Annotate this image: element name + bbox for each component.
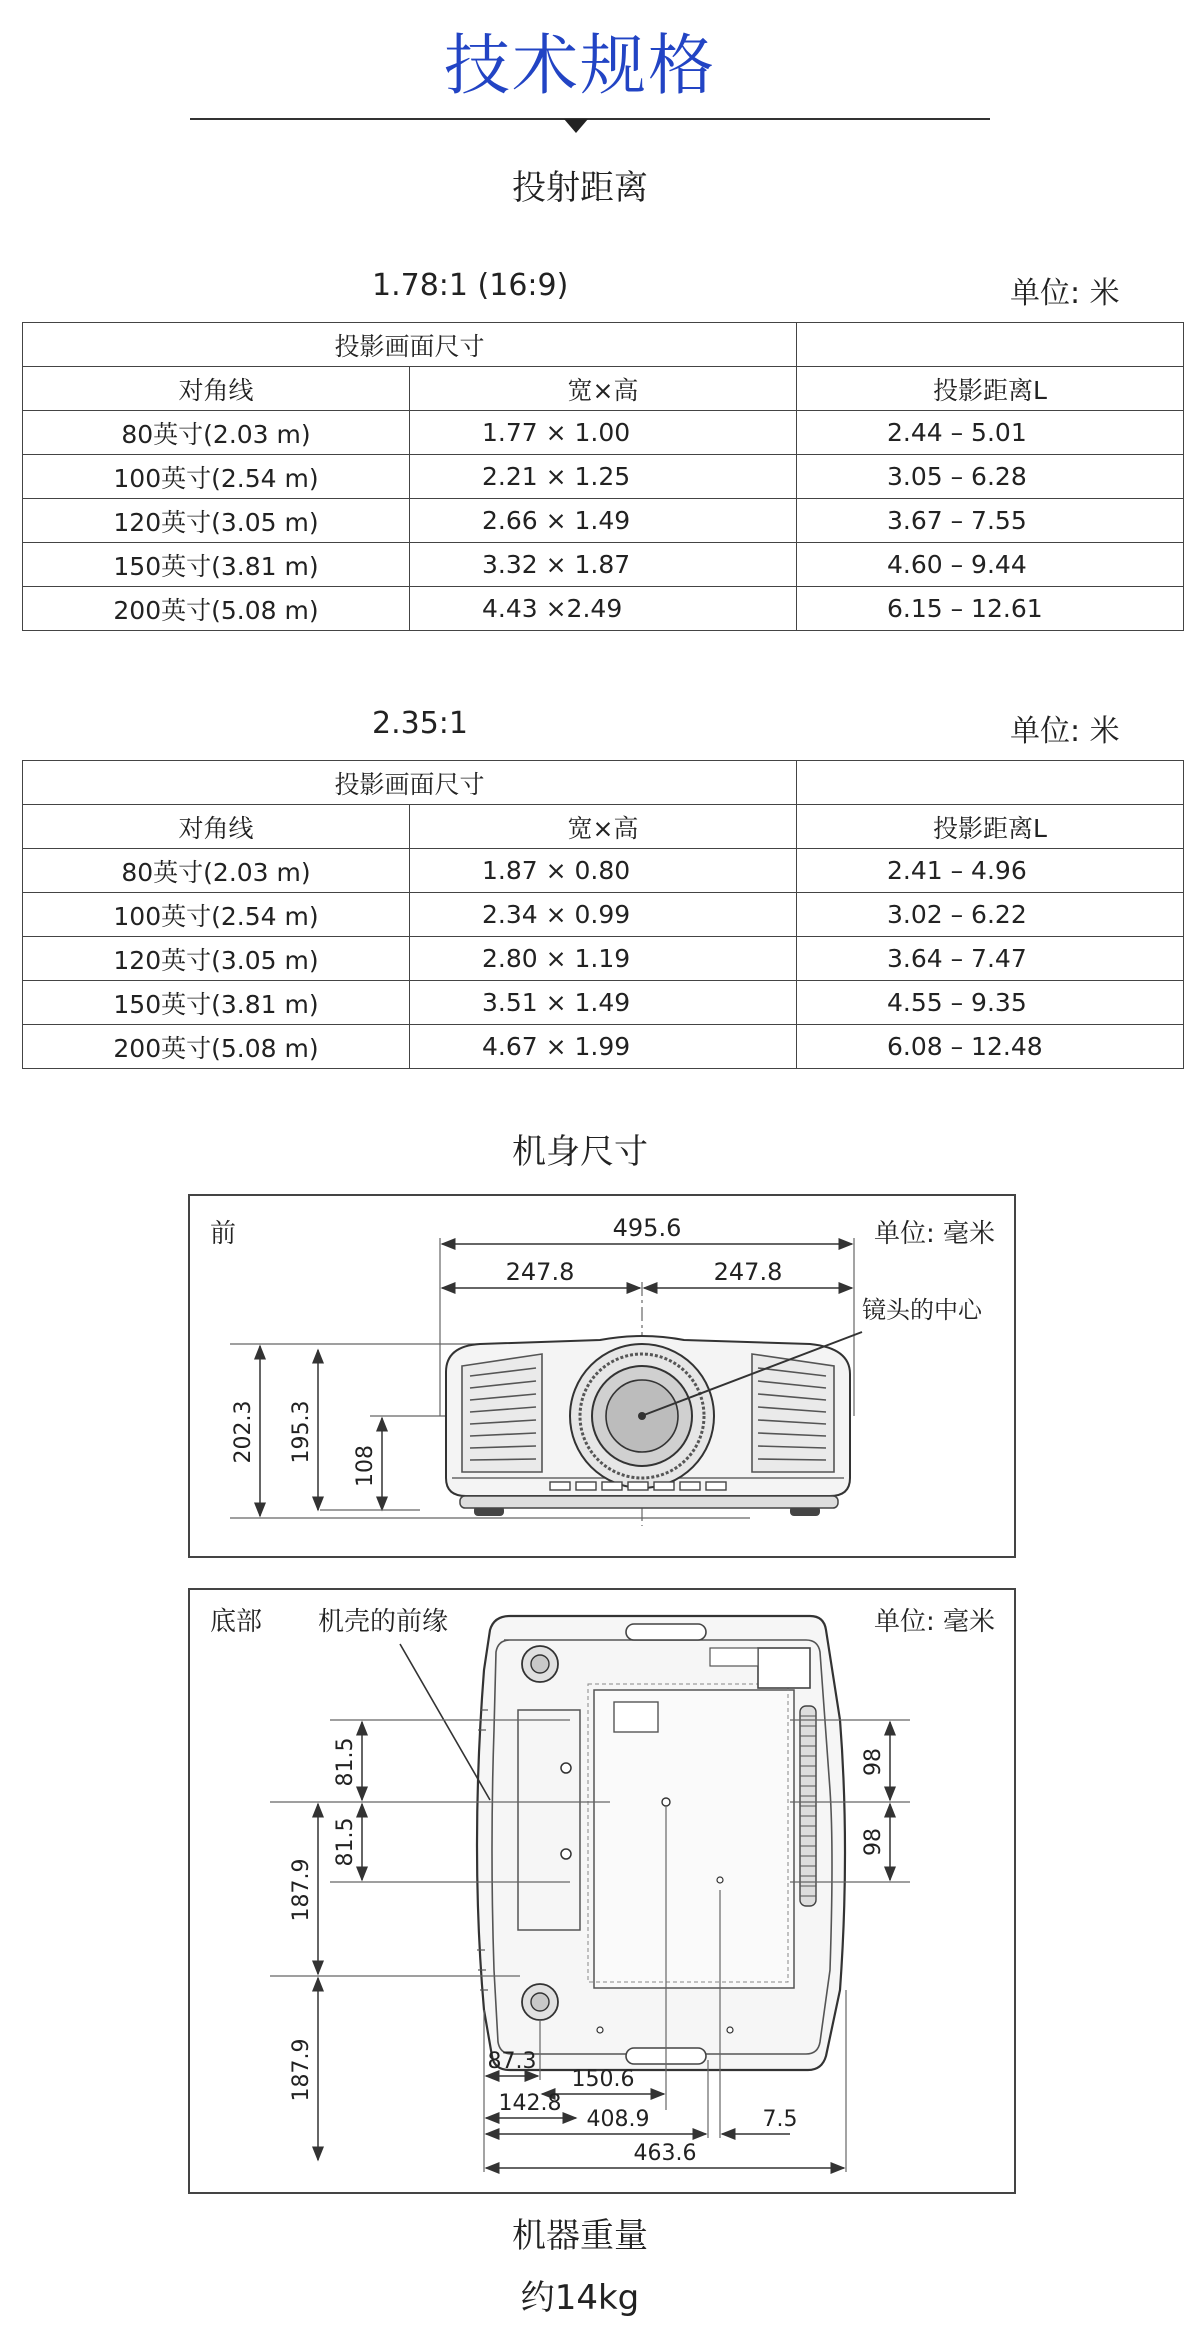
diagonal-cell: 100英寸(2.54 m) [23,893,410,937]
throw-distance-header: 投影距离L [797,805,1184,849]
table-row [23,893,1184,937]
table-row [23,543,1184,587]
title-divider [190,118,990,120]
diagonal-cell: 120英寸(3.05 m) [23,937,410,981]
projector-front-illustration [446,1336,850,1516]
bracket-upper-value: 81.5 [333,1737,358,1787]
aspect-ratio-label: 2.35:1 [372,706,468,741]
size-cell: 4.67 × 1.99 [410,1025,797,1069]
size-cell: 1.87 × 0.80 [410,849,797,893]
distance-cell: 3.02 – 6.22 [797,893,1184,937]
size-cell: 3.51 × 1.49 [410,981,797,1025]
front-view-panel [188,1194,1016,1558]
bottom-label: 底部 [210,1607,263,1637]
throw-distance-heading: 投射距离 [512,168,648,208]
table-header-row [23,761,1184,805]
diagonal-cell: 150英寸(3.81 m) [23,981,410,1025]
diagonal-cell: 100英寸(2.54 m) [23,455,410,499]
height-body-value: 195.3 [289,1400,314,1464]
projector-bottom-illustration [477,1616,845,2070]
distance-cell: 4.60 – 9.44 [797,543,1184,587]
diagonal-header: 对角线 [23,367,410,411]
diagonal-cell: 200英寸(5.08 m) [23,587,410,631]
distance-cell: 2.44 – 5.01 [797,411,1184,455]
diagonal-cell: 80英寸(2.03 m) [23,849,410,893]
diagonal-cell: 150英寸(3.81 m) [23,543,410,587]
distance-cell: 6.15 – 12.61 [797,587,1184,631]
bottom-view-panel [188,1588,1016,2194]
table-row [23,587,1184,631]
empty-header-cell [797,761,1184,805]
table-row [23,937,1184,981]
case-front-edge-label: 机壳的前缘 [318,1607,449,1637]
lens-height-value: 108 [353,1445,378,1487]
dim-150-value: 150.6 [571,2067,635,2092]
height-total-value: 202.3 [231,1400,256,1464]
distance-cell: 3.64 – 7.47 [797,937,1184,981]
distance-cell: 2.41 – 4.96 [797,849,1184,893]
unit-label: 单位: 米 [1010,714,1120,749]
diagonal-cell: 200英寸(5.08 m) [23,1025,410,1069]
unit-label: 单位: 米 [1010,276,1120,311]
size-cell: 2.34 × 0.99 [410,893,797,937]
table-row [23,981,1184,1025]
table-row [23,411,1184,455]
screen-size-header: 投影画面尺寸 [23,323,797,367]
unit-label: 单位: 毫米 [874,1219,996,1249]
diagonal-cell: 80英寸(2.03 m) [23,411,410,455]
diagonal-cell: 120英寸(3.05 m) [23,499,410,543]
dim-87-value: 87.3 [487,2049,537,2074]
table-header-row [23,323,1184,367]
distance-cell: 3.67 – 7.55 [797,499,1184,543]
throw-table-16-9 [22,322,1184,631]
throw-table-2-35 [22,760,1184,1069]
distance-cell: 6.08 – 12.48 [797,1025,1184,1069]
half-width-right-value: 247.8 [713,1258,783,1286]
dim-142-value: 142.8 [498,2091,562,2116]
front-view-drawing [190,1196,1014,1556]
dim-7-value: 7.5 [762,2107,798,2132]
diagonal-header: 对角线 [23,805,410,849]
table-header-row [23,367,1184,411]
width-height-header: 宽×高 [410,367,797,411]
page-title: 技术规格 [444,27,716,104]
weight-value: 约14kg [520,2278,640,2318]
screen-size-header: 投影画面尺寸 [23,761,797,805]
bracket-lower-value: 81.5 [333,1817,358,1867]
front-label: 前 [210,1219,237,1249]
bottom-view-drawing [190,1590,1014,2192]
throw-distance-header: 投影距离L [797,367,1184,411]
size-cell: 2.80 × 1.19 [410,937,797,981]
unit-label: 单位: 毫米 [874,1607,996,1637]
half-width-left-value: 247.8 [505,1258,575,1286]
dim-463-value: 463.6 [633,2141,697,2166]
lens-center-label: 镜头的中心 [862,1296,982,1324]
right-lower-value: 98 [861,1828,886,1856]
depth-lower-value: 187.9 [289,2038,314,2102]
aspect-ratio-label: 1.78:1 (16:9) [372,268,569,303]
width-height-header: 宽×高 [410,805,797,849]
size-cell: 3.32 × 1.87 [410,543,797,587]
empty-header-cell [797,323,1184,367]
total-width-value: 495.6 [612,1214,682,1242]
size-cell: 2.66 × 1.49 [410,499,797,543]
size-cell: 2.21 × 1.25 [410,455,797,499]
dim-408-value: 408.9 [586,2107,650,2132]
distance-cell: 4.55 – 9.35 [797,981,1184,1025]
right-upper-value: 98 [861,1748,886,1776]
table-row [23,1025,1184,1069]
body-dimensions-heading: 机身尺寸 [512,1132,648,1172]
size-cell: 4.43 ×2.49 [410,587,797,631]
weight-heading: 机器重量 [512,2216,648,2256]
distance-cell: 3.05 – 6.28 [797,455,1184,499]
down-arrow-icon [564,119,588,133]
table-row [23,849,1184,893]
size-cell: 1.77 × 1.00 [410,411,797,455]
depth-upper-value: 187.9 [289,1858,314,1922]
table-row [23,499,1184,543]
table-row [23,455,1184,499]
table-header-row [23,805,1184,849]
